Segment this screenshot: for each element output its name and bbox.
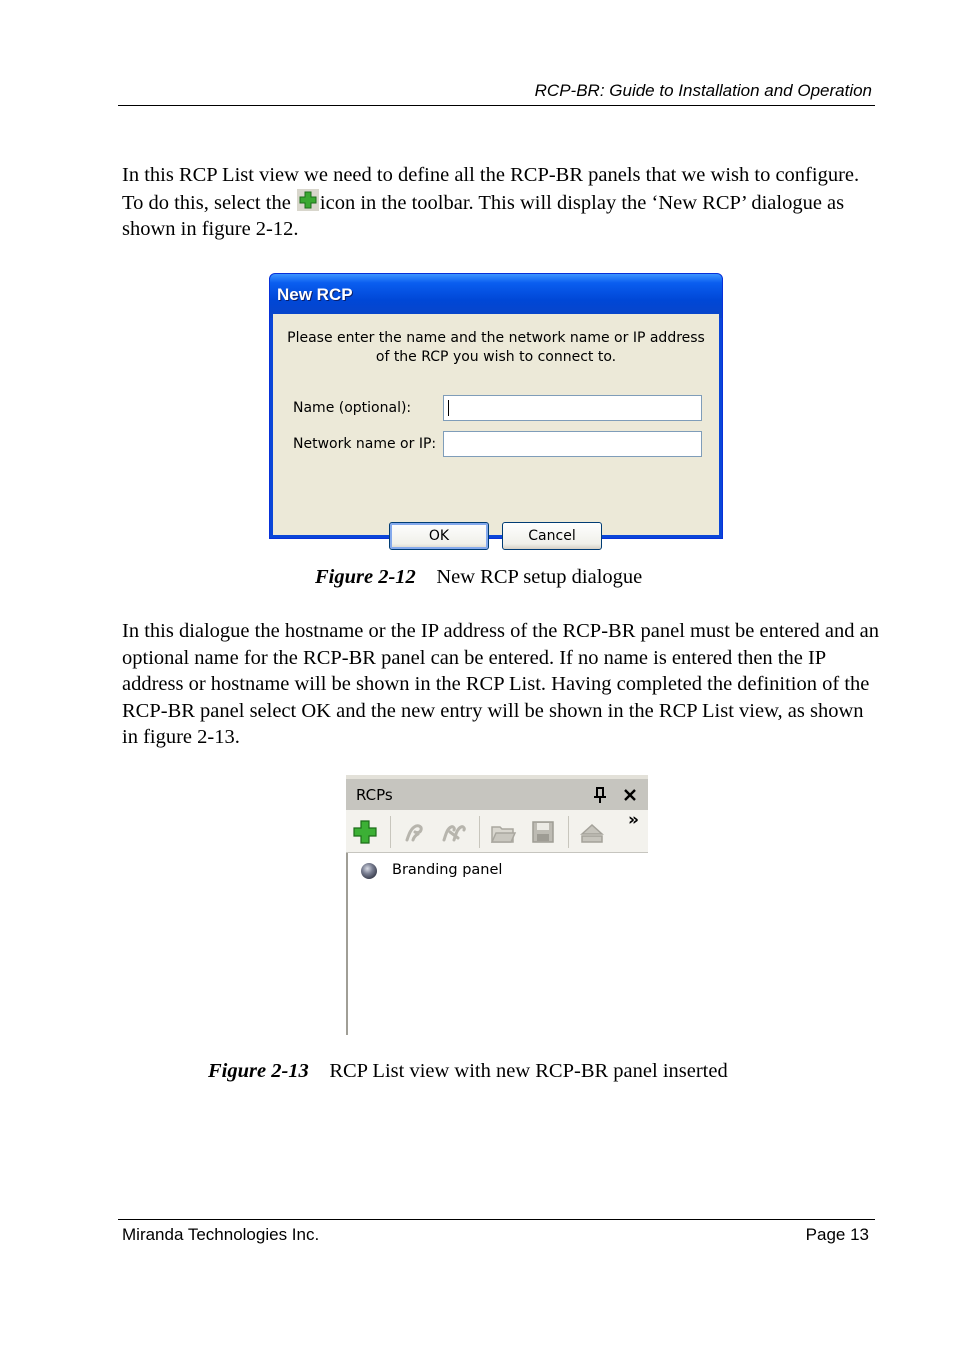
footer-company: Miranda Technologies Inc. [122,1225,320,1244]
name-label: Name (optional): [293,400,412,416]
status-orb-icon [360,862,378,880]
panel-toolbar [346,810,648,853]
intro-text-start: In this RCP List view we need to define all the RCP-BR panels that we wish to configure. To do this, select the [122,164,860,214]
dialog-body [273,314,719,544]
toolbar-separator [479,816,480,848]
dialog-title: New RCP [277,285,353,304]
figure-number: Figure 2-13 [208,1060,309,1082]
intro-paragraph [122,162,882,243]
figure-number: Figure 2-12 [315,566,416,588]
toolbar-separator [390,816,391,848]
page-header [118,80,875,106]
open-folder-icon[interactable] [489,818,517,846]
figure-2-12-caption [315,566,642,589]
network-input[interactable] [443,431,702,457]
figure-caption-text: RCP List view with new RCP-BR panel inserted [329,1060,728,1082]
network-label: Network name or IP: [293,436,437,452]
dialog-title-bar[interactable] [270,274,722,318]
panel-title: RCPs [356,786,393,804]
add-icon[interactable] [351,818,379,846]
page-footer [118,1219,875,1244]
close-icon[interactable] [623,788,637,802]
new-rcp-dialog [269,273,723,544]
header-title: RCP-BR: Guide to Installation and Operation [534,81,872,100]
intro-text-end: icon in the toolbar. This will display the ‘New RCP’ dialogue as shown in figure 2-12. [122,191,845,240]
text-caret [448,400,449,416]
panel-title-bar [346,779,648,810]
list-item-label: Branding panel [392,862,503,878]
disconnect-icon[interactable] [440,818,468,846]
figure-caption-text: New RCP setup dialogue [436,566,643,588]
rcp-list-panel [346,775,648,1035]
add-rcp-icon [297,189,319,211]
name-input[interactable] [443,395,702,421]
footer-page-number: Page 13 [805,1225,869,1244]
save-icon[interactable] [529,818,557,846]
figure-2-13-caption [208,1060,728,1083]
body-paragraph: In this dialogue the hostname or the IP address of the RCP-BR panel must be entered and an optional name for the RCP-BR panel can be entered. If no name is entered then the IP address or hostname will be shown in the RCP List. Having completed the definition of the RCP-BR panel select OK and the new entry will be shown in the RCP List view, as shown in figure 2-13. [122,620,880,748]
cancel-button[interactable]: Cancel [502,522,602,550]
dialog-message: Please enter the name and the network name or IP address of the RCP you wish to connect to. [287,330,705,365]
toolbar-separator [568,816,569,848]
rcp-list [346,853,650,1035]
pin-icon[interactable] [593,787,607,803]
connect-icon[interactable] [401,818,429,846]
ok-button[interactable]: OK [389,522,489,550]
eject-icon[interactable] [578,818,606,846]
toolbar-overflow-icon[interactable]: » [628,810,639,830]
